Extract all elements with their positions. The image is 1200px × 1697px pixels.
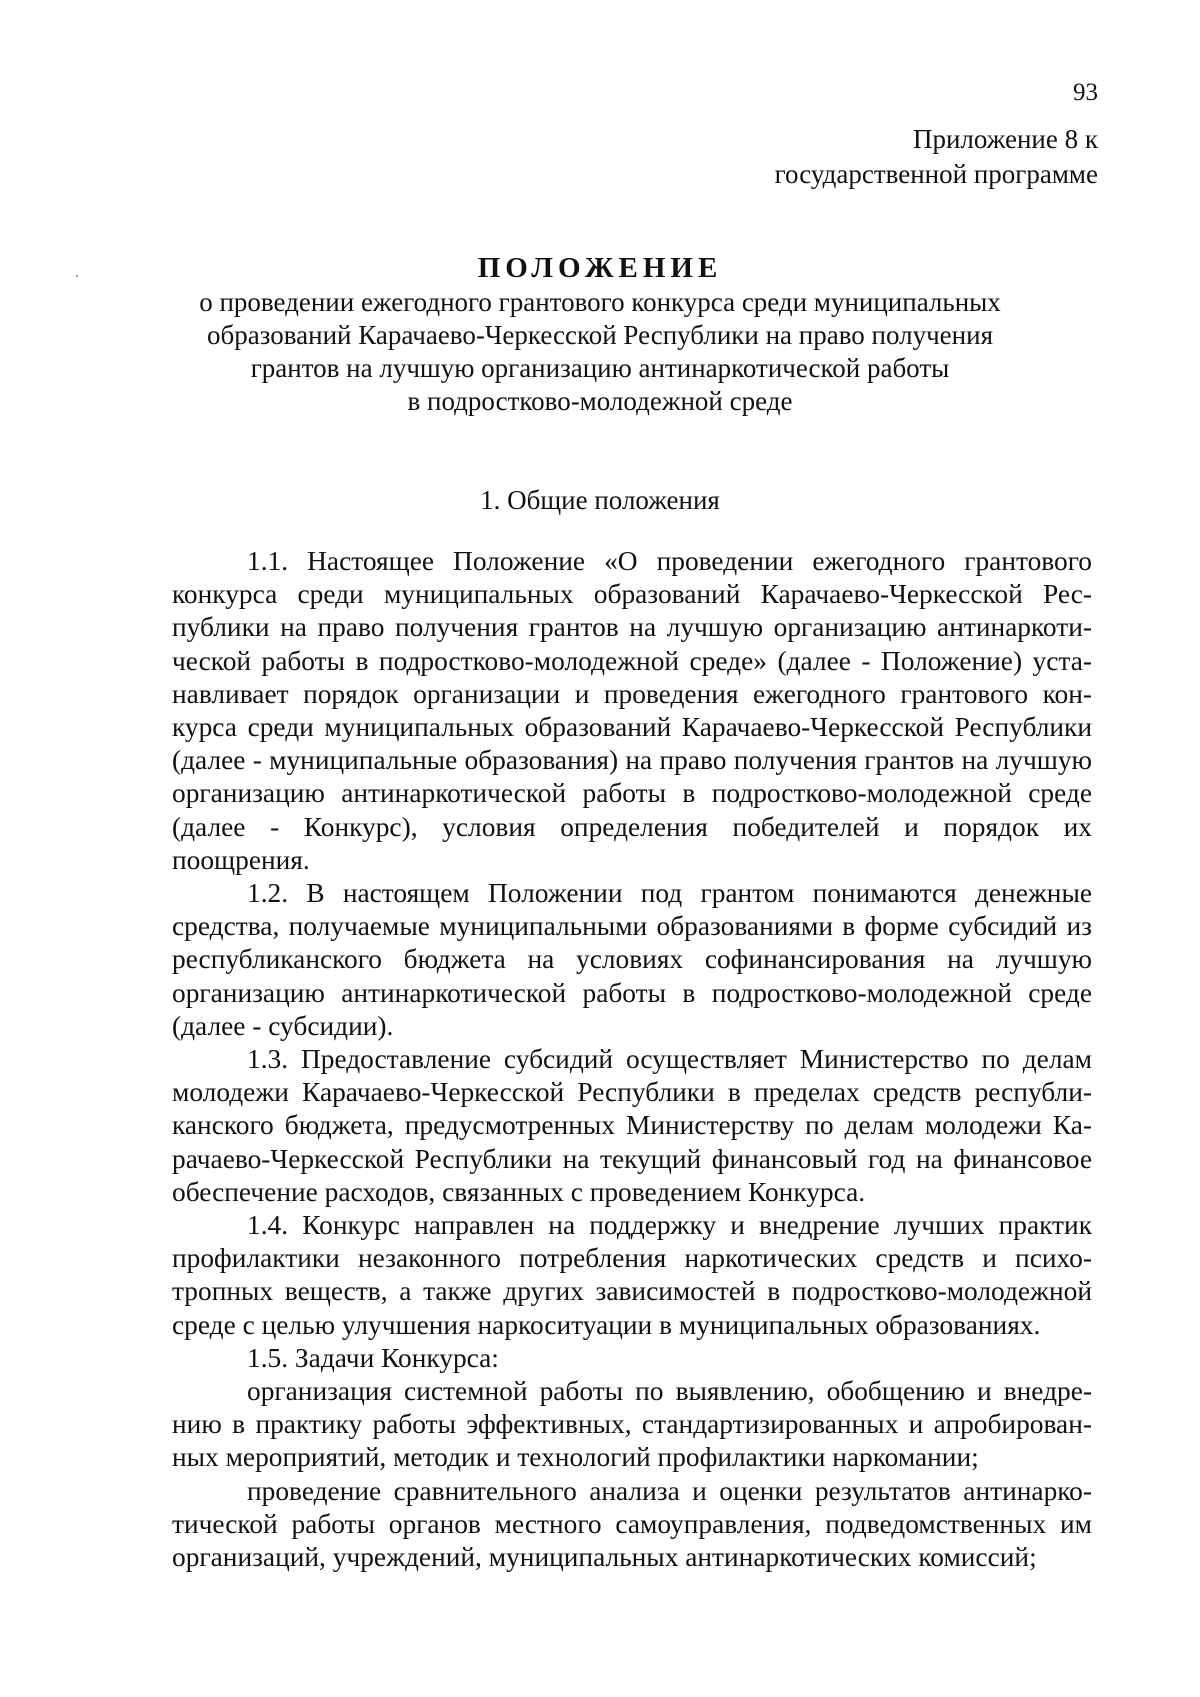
page-number: 93 bbox=[1073, 79, 1098, 106]
annex-reference bbox=[498, 122, 1098, 192]
paragraph-1-1: 1.1. Настоящее Положение «О проведении ежегодного грантового конкурса среди муниципальных образований Карачаево-Черкесской Республики на право получения грантов на лучшую организацию антинаркотической работы в подростково-молодежной среде» (далее - Положение) устанавливает порядок организации и проведения ежегодного грантового конкурса среди муниципальных образований Карачаево-Черкесской Республики (далее - муниципальные образования) на право получения грантов на лучшую организацию антинаркотической работы в подростково-молодежной среде (далее - Конкурс), условия определения победителей и порядок их поощрения. bbox=[172, 546, 1092, 875]
scan-speck bbox=[76, 275, 78, 277]
subtitle-line: в подростково-молодежной среде bbox=[407, 386, 793, 416]
document-title: ПОЛОЖЕНИЕ bbox=[477, 252, 723, 284]
subtitle-line: образований Карачаево-Черкесской Республики на право получения bbox=[207, 320, 993, 350]
document-subtitle bbox=[150, 286, 1050, 418]
subtitle-line: о проведении ежегодного грантового конкурса среди муниципальных bbox=[199, 287, 1001, 317]
section-heading: 1. Общие положения bbox=[480, 485, 720, 515]
paragraph-1-3: 1.3. Предоставление субсидий осуществляет Министерство по делам молодежи Карачаево-Черкесской Республики в пределах средств республиканского бюджета, предусмотренных Министерству по делам молодежи Карачаево-Черкесской Республики на текущий финансовый год на финансовое обеспечение расходов, связанных с проведением Конкурса. bbox=[172, 1044, 1092, 1207]
task-item: организация системной работы по выявлению, обобщению и внедрению в практику работы эффективных, стандартизированных и апробированных мероприятий, методик и технологий профилактики наркомании; bbox=[172, 1376, 1092, 1473]
paragraph-1-4: 1.4. Конкурс направлен на поддержку и внедрение лучших практик профилактики незаконного потребления наркотических средств и психотропных веществ, а также других зависимостей в подростково-молодежной среде с целью улучшения наркоситуации в муниципальных образованиях. bbox=[172, 1210, 1092, 1340]
task-item: проведение сравнительного анализа и оценки результатов антинаркотической работы органов местного самоуправления, подведомственных им организаций, учреждений, муниципальных антинаркотических комиссий; bbox=[172, 1475, 1092, 1573]
annex-line-2: государственной программе bbox=[774, 159, 1098, 189]
paragraph-1-5: 1.5. Задачи Конкурса: bbox=[247, 1342, 499, 1373]
paragraph-1-2: 1.2. В настоящем Положении под грантом понимаются денежные средства, получаемые муниципальными образованиями в форме субсидий из республиканского бюджета на условиях софинансирования на лучшую организацию антинаркотической работы в подростково-молодежной среде (далее - субсидии). bbox=[172, 878, 1092, 1041]
annex-line-1: Приложение 8 к bbox=[912, 124, 1098, 154]
body-text bbox=[172, 545, 1092, 1574]
title-block bbox=[150, 250, 1050, 418]
subtitle-line: грантов на лучшую организацию антинаркотической работы bbox=[250, 353, 950, 383]
